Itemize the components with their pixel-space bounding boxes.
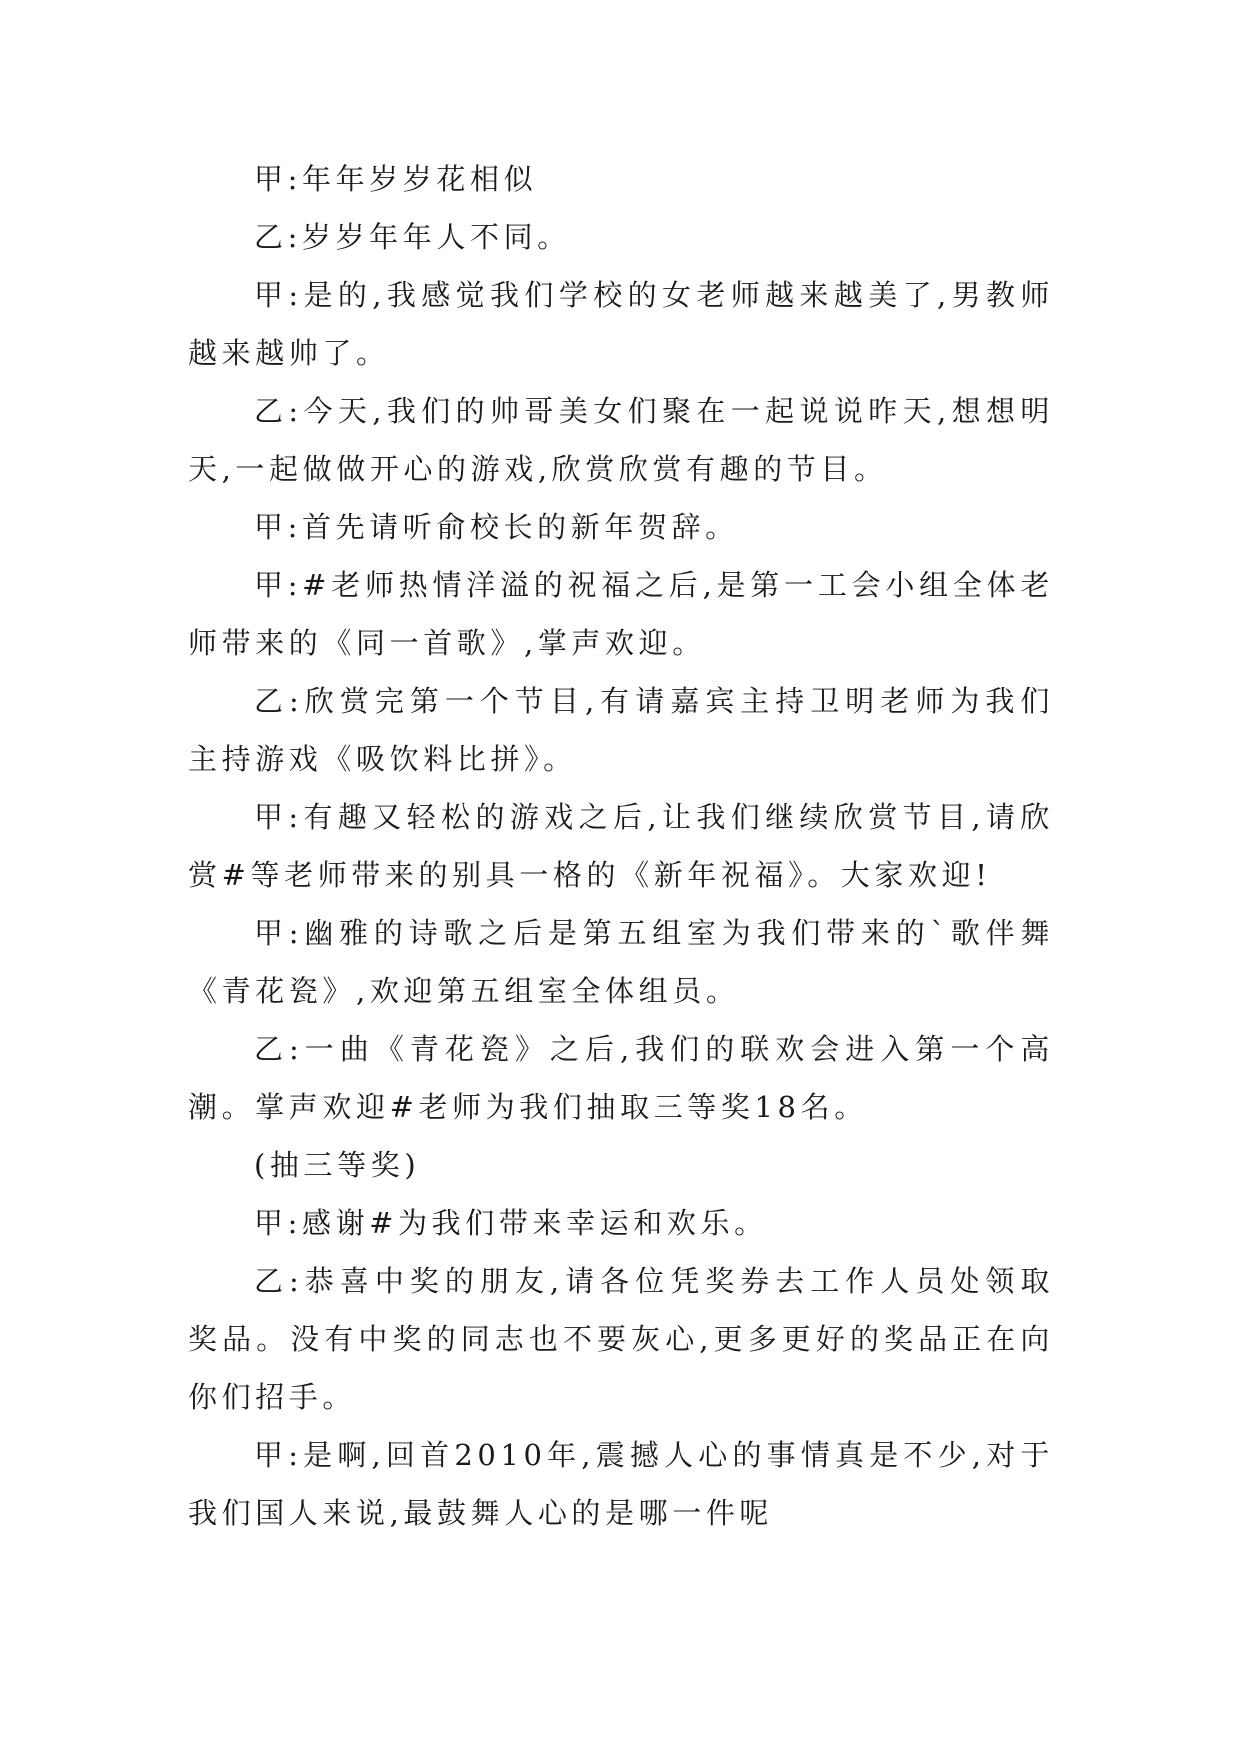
paragraph-2: 乙:岁岁年年人不同。 [254,220,571,254]
paragraph-7: 乙:欣赏完第一个节目,有请嘉宾主持卫明老师为我们主持游戏《吸饮料比拼》。 [188,684,1054,776]
paragraph-8: 甲:有趣又轻松的游戏之后,让我们继续欣赏节目,请欣赏#等老师带来的别具一格的《新年祝福》。大家欢迎! [188,800,1054,892]
paragraph-5: 甲:首先请听俞校长的新年贺辞。 [254,510,739,544]
paragraph-10: 乙:一曲《青花瓷》之后,我们的联欢会进入第一个高潮。掌声欢迎#老师为我们抽取三等奖18名。 [188,1032,1054,1124]
paragraph-6: 甲:#老师热情洋溢的祝福之后,是第一工会小组全体老师带来的《同一首歌》,掌声欢迎。 [188,568,1054,660]
paragraph-3: 甲:是的,我感觉我们学校的女老师越来越美了,男教师越来越帅了。 [188,278,1054,370]
paragraph-4: 乙:今天,我们的帅哥美女们聚在一起说说昨天,想想明天,一起做做开心的游戏,欣赏欣赏有趣的节目。 [188,394,1054,486]
document-body [188,150,1054,1542]
paragraph-11: (抽三等奖) [254,1148,421,1182]
paragraph-13: 乙:恭喜中奖的朋友,请各位凭奖券去工作人员处领取奖品。没有中奖的同志也不要灰心,更多更好的奖品正在向你们招手。 [188,1264,1054,1414]
paragraph-1: 甲:年年岁岁花相似 [254,162,538,196]
paragraph-9: 甲:幽雅的诗歌之后是第五组室为我们带来的`歌伴舞《青花瓷》,欢迎第五组室全体组员。 [188,916,1054,1008]
paragraph-12: 甲:感谢#为我们带来幸运和欢乐。 [254,1206,768,1240]
paragraph-14: 甲:是啊,回首2010年,震撼人心的事情真是不少,对于我们国人来说,最鼓舞人心的是哪一件呢 [188,1438,1054,1530]
